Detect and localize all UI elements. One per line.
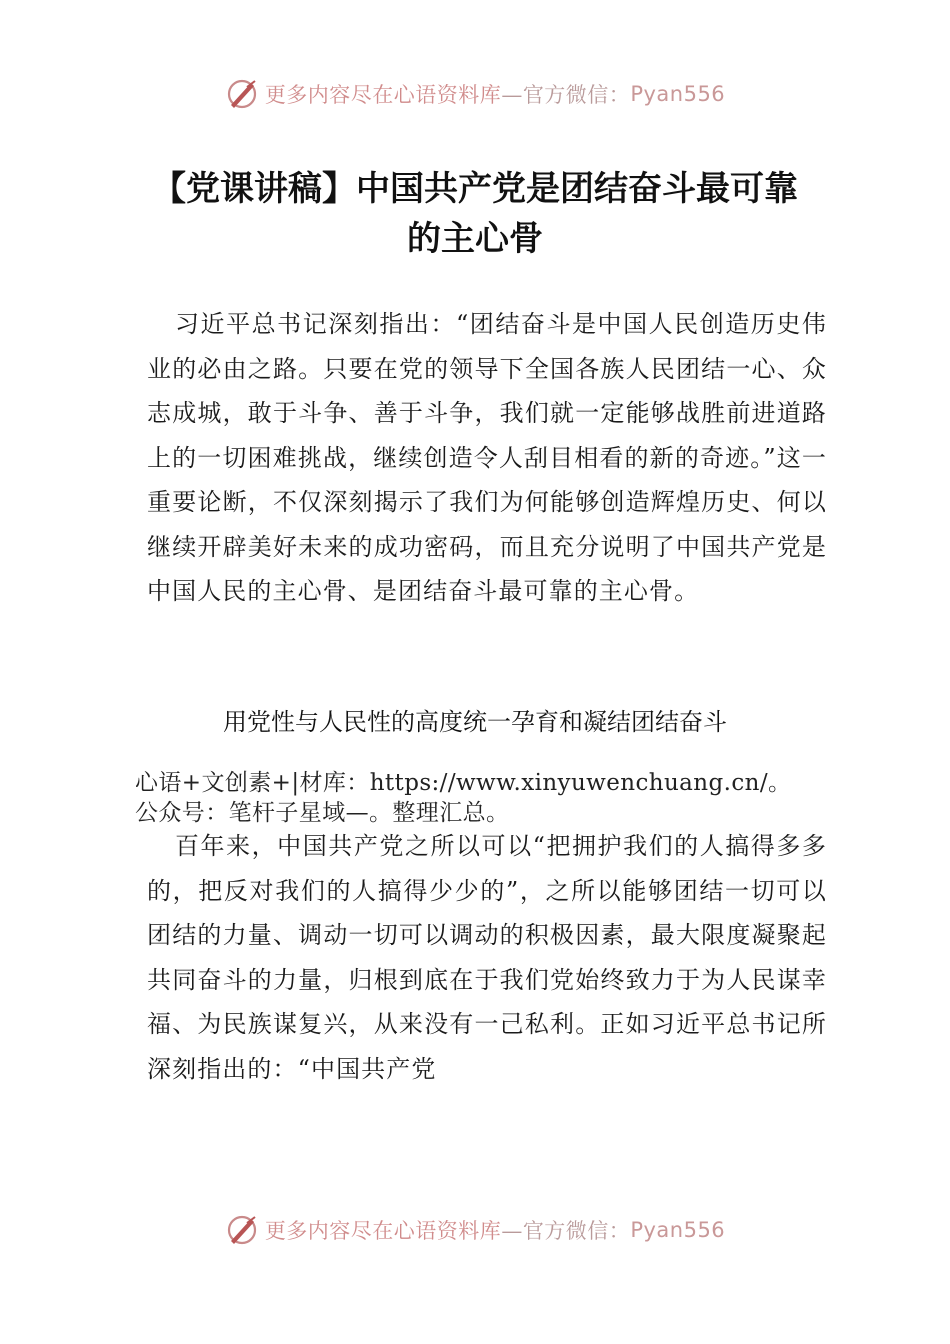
pen-logo-icon	[225, 77, 259, 111]
watermark-text	[135, 768, 835, 828]
banner-wechat-id: Pyan556	[630, 82, 726, 106]
pen-logo-icon	[225, 1213, 259, 1247]
header-banner	[0, 72, 950, 116]
banner-wechat-id: Pyan556	[630, 1218, 726, 1242]
paragraph-2: 百年来，中国共产党之所以可以“把拥护我们的人搞得多多的，把反对我们的人搞得少少的”，之所以能够团结一切可以团结的力量、调动一切可以调动的积极因素，最大限度凝聚起共同奋斗的力量，归根到底在于我们党始终致力于为人民谋幸福、为民族谋复兴，从来没有一己私利。正如习近平总书记所深刻指出的：“中国共产党	[147, 832, 827, 1083]
title-line-1: 【党课讲稿】中国共产党是团结奋斗最可靠	[152, 169, 798, 209]
section-heading: 用党性与人民性的高度统一孕育和凝结团结奋斗	[223, 708, 727, 736]
banner-main-text: 更多内容尽在心语资料库	[264, 1219, 502, 1243]
watermark-line-1: 心语+文创素+|材库：https://www.xinyuwenchuang.cn/。	[135, 770, 792, 796]
paragraph-1: 习近平总书记深刻指出：“团结奋斗是中国人民创造历史伟业的必由之路。只要在党的领导下全国各族人民团结一心、众志成城，敢于斗争、善于斗争，我们就一定能够战胜前进道路上的一切困难挑战，继续创造令人刮目相看的新的奇迹。”这一重要论断，不仅深刻揭示了我们为何能够创造辉煌历史、何以继续开辟美好未来的成功密码，而且充分说明了中国共产党是中国人民的主心骨、是团结奋斗最可靠的主心骨。	[147, 310, 827, 605]
banner-sub-text: —官方微信：	[501, 1219, 631, 1243]
banner-sub-text: —官方微信：	[501, 83, 631, 107]
document-title	[100, 164, 850, 264]
banner-main-text: 更多内容尽在心语资料库	[264, 83, 502, 107]
watermark-line-2: 公众号：笔杆子星域—。整理汇总。	[135, 800, 510, 826]
footer-banner	[0, 1208, 950, 1252]
title-line-2: 的主心骨	[407, 219, 543, 259]
